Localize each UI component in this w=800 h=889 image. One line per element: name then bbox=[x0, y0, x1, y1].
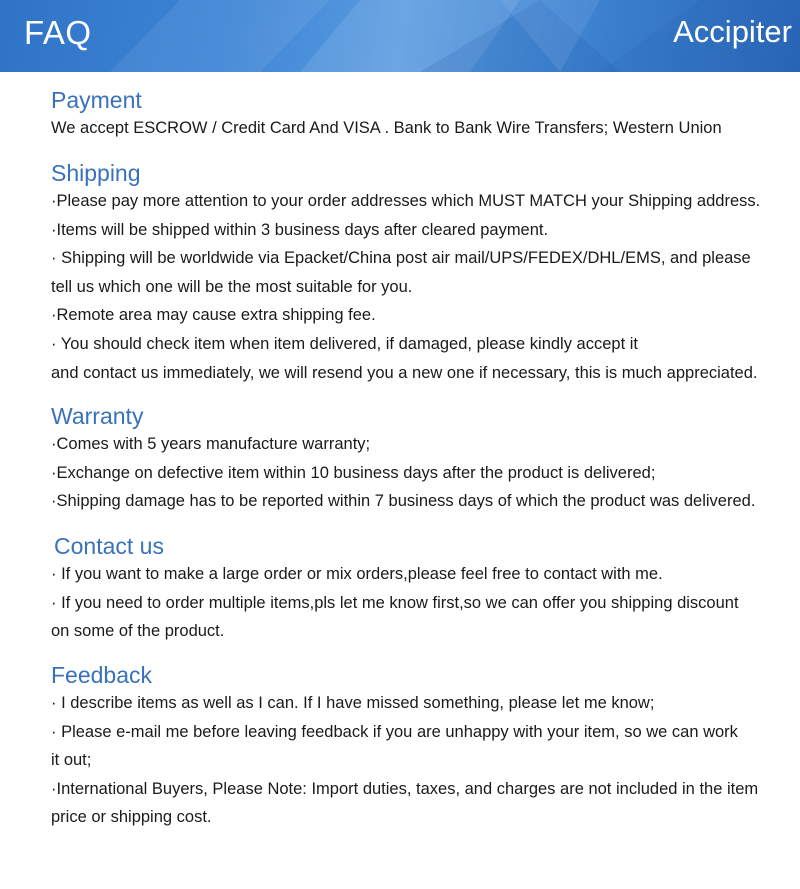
shipping-line: tell us which one will be the most suitable for you. bbox=[51, 277, 413, 296]
section-heading-shipping: Shipping bbox=[51, 160, 141, 186]
section-payment bbox=[51, 86, 791, 143]
contact-line: · If you need to order multiple items,pls let me know first,so we can offer you shipping discount bbox=[51, 593, 739, 612]
section-shipping bbox=[51, 159, 791, 387]
feedback-line: ·International Buyers, Please Note: Import duties, taxes, and charges are not included in the item bbox=[51, 779, 759, 798]
section-feedback bbox=[51, 661, 791, 832]
contact-line: on some of the product. bbox=[51, 622, 225, 641]
section-contact bbox=[51, 532, 794, 646]
feedback-line: · Please e-mail me before leaving feedback if you are unhappy with your item, so we can work bbox=[51, 722, 738, 741]
shipping-line: ·Please pay more attention to your order addresses which MUST MATCH your Shipping address. bbox=[51, 192, 761, 210]
feedback-line: it out; bbox=[51, 751, 92, 770]
shipping-line: ·Items will be shipped within 3 business days after cleared payment. bbox=[51, 220, 549, 239]
section-heading-payment: Payment bbox=[51, 87, 142, 113]
warranty-line: ·Shipping damage has to be reported within 7 business days of which the product was delivered. bbox=[51, 492, 756, 511]
header-banner bbox=[0, 0, 800, 72]
page-title: FAQ bbox=[24, 14, 92, 51]
shipping-line: and contact us immediately, we will resend you a new one if necessary, this is much appreciated. bbox=[51, 363, 758, 382]
shipping-line: · You should check item when item delivered, if damaged, please kindly accept it bbox=[51, 334, 638, 353]
brand-name: Accipiter bbox=[673, 14, 792, 49]
shipping-line: · Shipping will be worldwide via Epacket/China post air mail/UPS/FEDEX/DHL/EMS, and please bbox=[51, 249, 751, 268]
section-heading-warranty: Warranty bbox=[51, 403, 144, 429]
feedback-line: price or shipping cost. bbox=[51, 808, 212, 827]
shipping-line: ·Remote area may cause extra shipping fee. bbox=[51, 306, 376, 325]
contact-line: · If you want to make a large order or mix orders,please feel free to contact with me. bbox=[51, 565, 663, 583]
payment-text: We accept ESCROW / Credit Card And VISA . Bank to Bank Wire Transfers; Western Union bbox=[51, 119, 722, 137]
warranty-line: ·Comes with 5 years manufacture warranty; bbox=[51, 435, 371, 453]
warranty-line: ·Exchange on defective item within 10 business days after the product is delivered; bbox=[51, 463, 656, 482]
section-heading-feedback: Feedback bbox=[51, 662, 153, 688]
feedback-line: · I describe items as well as I can. If I have missed something, please let me know; bbox=[51, 694, 655, 712]
section-warranty bbox=[51, 402, 791, 516]
section-heading-contact: Contact us bbox=[54, 533, 164, 559]
